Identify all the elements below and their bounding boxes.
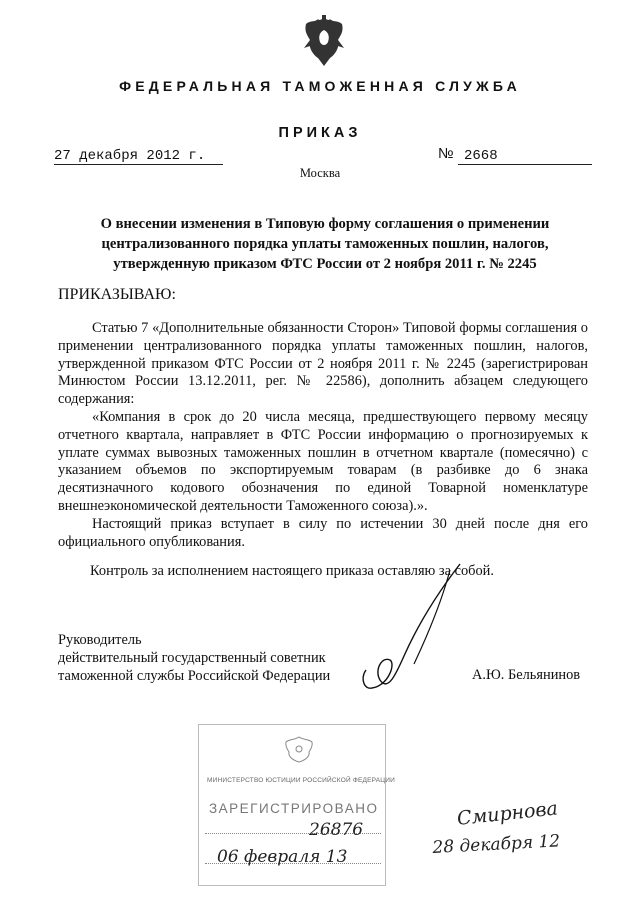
coat-of-arms-icon	[300, 14, 348, 70]
body-quote: «Компания в срок до 20 числа месяца, предшествующего первому месяцу отчетного квартала, направляет в ФТС России информацию о прогнозируемых к уплате суммах вывозных таможенных пошлин в отчетном квартале (помесячно) с указанием объемов по экспортируемым товарам (в разбивке до 6 знака десятизначного кодового обозначения по единой Товарной номенклатуре внешнеэкономической деятельности Таможенного союза).».	[58, 408, 588, 514]
signature-image	[330, 560, 470, 700]
control-sentence: Контроль за исполнением настоящего приказа оставляю за собой.	[90, 563, 494, 579]
signer-block	[58, 631, 330, 685]
agency-name: ФЕДЕРАЛЬНАЯ ТАМОЖЕННАЯ СЛУЖБА	[119, 78, 521, 94]
order-word: ПРИКАЗЫВАЮ:	[58, 286, 176, 303]
signer-rank: действительный государственный советник	[58, 650, 326, 666]
stamp-ministry: МИНИСТЕРСТВО ЮСТИЦИИ РОССИЙСКОЙ ФЕДЕРАЦИИ	[207, 777, 396, 784]
document-type: ПРИКАЗ	[278, 125, 362, 141]
document-number: 2668	[458, 148, 592, 165]
signer-title: Руководитель	[58, 632, 142, 648]
document-number-label: №	[438, 146, 454, 162]
document-date: 27 декабря 2012 г.	[54, 148, 223, 165]
stamp-registered: ЗАРЕГИСТРИРОВАНО	[209, 801, 379, 816]
title-line: О внесении изменения в Типовую форму соглашения о применении	[100, 216, 550, 232]
title-line: централизованного порядка уплаты таможенных пошлин, налогов,	[101, 236, 549, 252]
registration-stamp	[198, 724, 396, 886]
document-title	[60, 214, 590, 274]
signer-name: А.Ю. Бельянинов	[472, 667, 581, 683]
document-city: Москва	[299, 166, 341, 180]
document-body	[58, 320, 588, 551]
stamp-reg-number: 26876	[309, 820, 364, 840]
signer-rank-cont: таможенной службы Российской Федерации	[58, 668, 331, 684]
body-paragraph: Настоящий приказ вступает в силу по истечении 30 дней после дня его официального опубликования.	[58, 515, 588, 550]
body-paragraph: Статью 7 «Дополнительные обязанности Сторон» Типовой формы соглашения о применении централизованного порядка уплаты таможенных пошлин, налогов, утвержденной приказом ФТС России от 2 ноября 2011 г. № 2245 (зарегистрирован Минюстом России 13.12.2011, рег. № 22586), дополнить абзацем следующего содержания:	[58, 320, 588, 408]
stamp-reg-date: 06 февраля 13	[217, 847, 348, 867]
eagle-seal-icon	[281, 735, 317, 763]
title-line: утвержденную приказом ФТС России от 2 ноября 2011 г. № 2245	[113, 256, 537, 272]
handwritten-name: Смирнова	[456, 797, 559, 830]
handwritten-date: 28 декабря 12	[432, 831, 561, 858]
